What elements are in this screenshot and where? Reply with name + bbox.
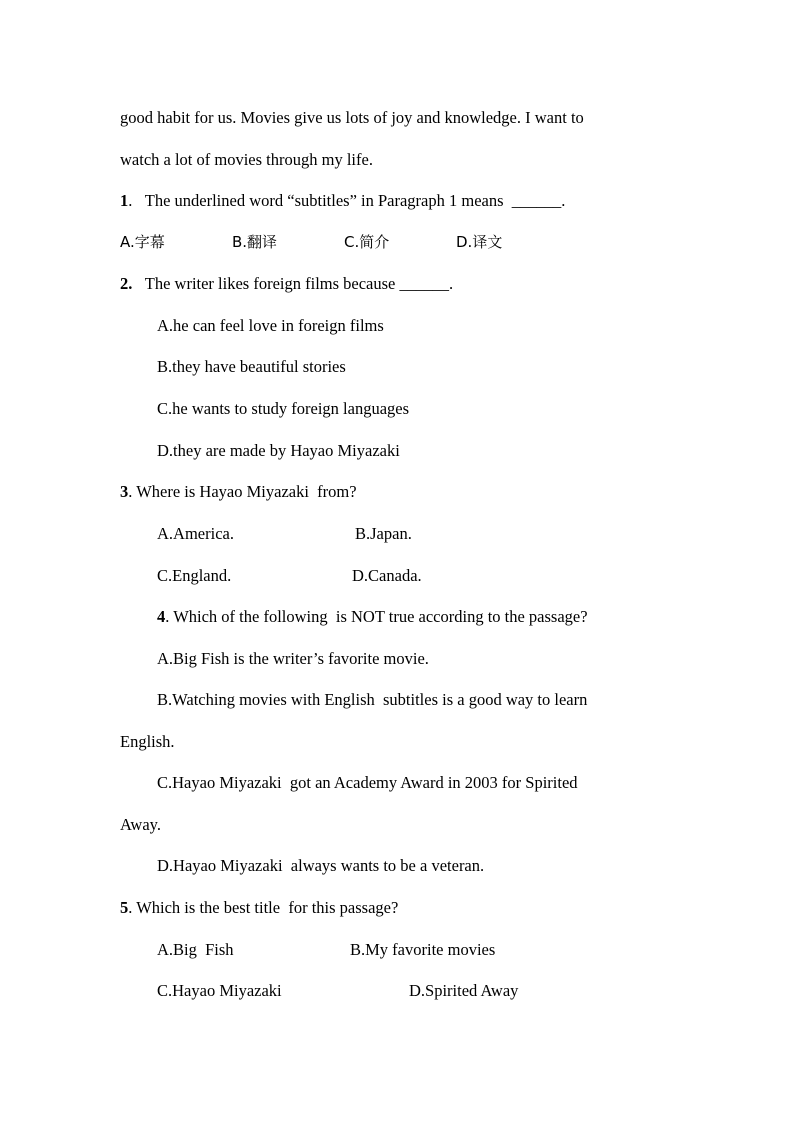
question-stem: . Which is the best title for this passage? xyxy=(128,898,399,917)
option-a[interactable]: A.Big Fish is the writer’s favorite movie. xyxy=(157,649,429,668)
question-3 xyxy=(120,482,357,502)
option-c[interactable]: C.Hayao Miyazaki xyxy=(157,981,282,1000)
question-5 xyxy=(120,898,398,918)
option-b[interactable]: B.they have beautiful stories xyxy=(157,357,346,376)
option-a[interactable]: A.字幕 xyxy=(120,233,165,251)
question-number: 3 xyxy=(120,482,129,501)
option-b[interactable]: B.Japan. xyxy=(355,524,412,543)
question-number: 2. xyxy=(120,274,133,293)
option-b-continued: English. xyxy=(120,732,175,751)
option-c[interactable]: C.he wants to study foreign languages xyxy=(157,399,410,418)
question-stem: . Which of the following is NOT true according to the passage? xyxy=(165,607,588,626)
option-c[interactable]: C.简介 xyxy=(344,233,390,251)
passage-line: good habit for us. Movies give us lots of joy and knowledge. I want to xyxy=(120,108,584,127)
option-a[interactable]: A.he can feel love in foreign films xyxy=(157,316,384,335)
question-number: 5 xyxy=(120,898,129,917)
option-d[interactable]: D.Hayao Miyazaki always wants to be a veteran. xyxy=(157,856,485,875)
option-a[interactable]: A.America. xyxy=(157,524,234,543)
option-b[interactable]: B.My favorite movies xyxy=(350,940,496,959)
option-d[interactable]: D.Canada. xyxy=(352,566,422,585)
option-b[interactable]: B.Watching movies with English subtitles is a good way to learn xyxy=(157,690,588,709)
option-c[interactable]: C.Hayao Miyazaki got an Academy Award in 2003 for Spirited xyxy=(157,773,578,792)
option-d[interactable]: D.Spirited Away xyxy=(409,981,519,1000)
question-1: 1. The underlined word “subtitles” in Paragraph 1 means ______. xyxy=(120,191,566,210)
passage-line: watch a lot of movies through my life. xyxy=(120,150,373,169)
question-2 xyxy=(120,274,453,294)
question-4 xyxy=(157,607,588,627)
question-stem: The writer likes foreign films because ______. xyxy=(144,274,454,293)
question-stem: . Where is Hayao Miyazaki from? xyxy=(128,482,357,501)
option-d[interactable]: D.they are made by Hayao Miyazaki xyxy=(157,441,400,460)
option-c[interactable]: C.England. xyxy=(157,566,232,585)
question-number: 4 xyxy=(157,607,166,626)
option-b[interactable]: B.翻译 xyxy=(232,233,278,251)
question-number: 1 xyxy=(120,191,129,210)
option-d[interactable]: D.译文 xyxy=(456,233,503,251)
question-stem: The underlined word “subtitles” in Paragraph 1 means ______. xyxy=(144,191,566,210)
option-a[interactable]: A.Big Fish xyxy=(157,940,234,959)
option-c-continued: Away. xyxy=(120,815,161,834)
